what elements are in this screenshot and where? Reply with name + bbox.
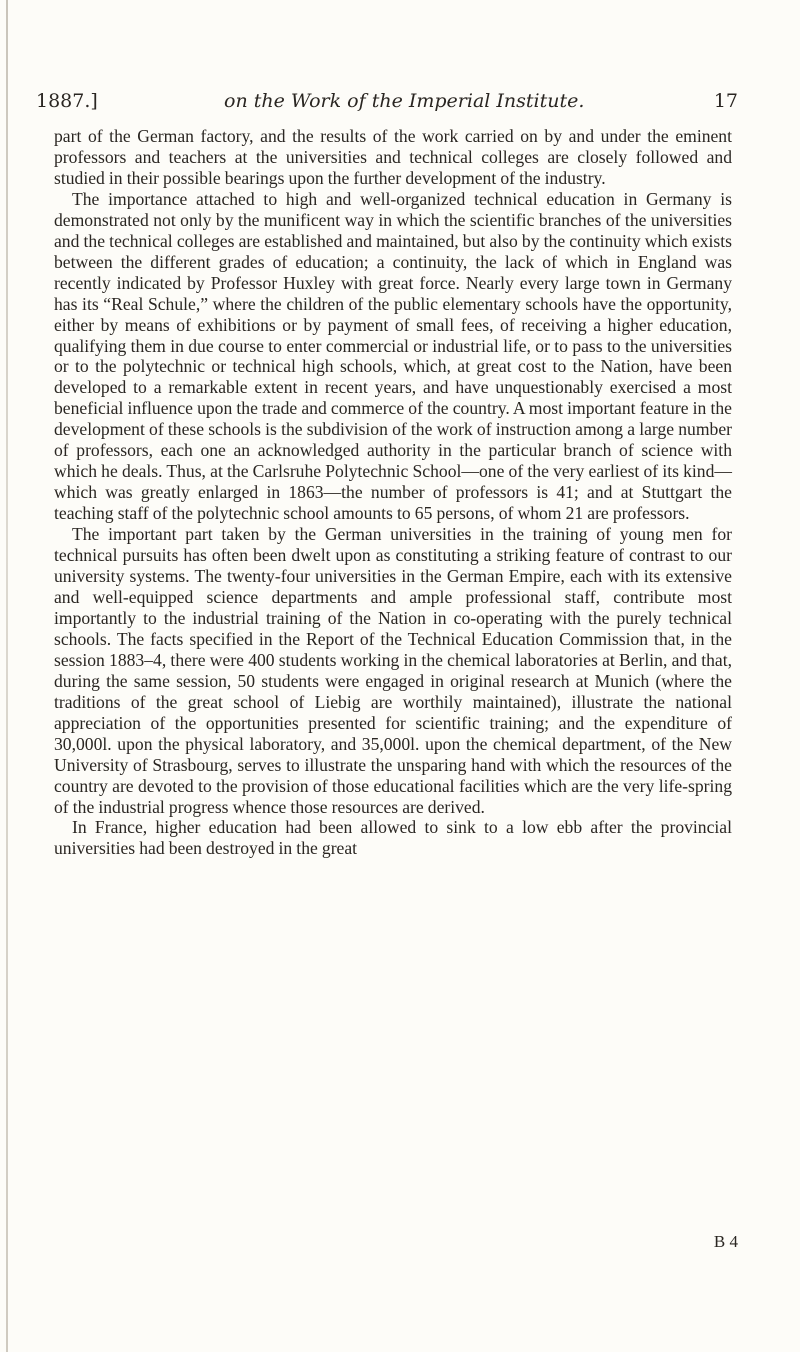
running-header <box>36 90 738 118</box>
header-year: 1887.] <box>36 90 98 112</box>
page-edge <box>6 0 8 1352</box>
running-title: on the Work of the Imperial Institute. <box>224 90 585 112</box>
paragraph-continuation: part of the German factory, and the results of the work carried on by and under the eminent professors and teachers at the universities and technical colleges are closely followed and studied in their possible bearings upon the further development of the industry. <box>54 126 732 188</box>
paragraph-france: In France, higher education had been allowed to sink to a low ebb after the provincial universities had been destroyed in the great <box>54 817 732 859</box>
signature-mark: B 4 <box>713 1232 738 1251</box>
body-text <box>54 126 732 859</box>
paragraph-universities: The important part taken by the German universities in the training of young men for technical pursuits has often been dwelt upon as constituting a striking feature of contrast to our university systems. The twenty-four universities in the German Empire, each with its extensive and well-equipped science departments and ample professional staff, contribute most importantly to the industrial training of the Nation in co-operating with the purely technical schools. The facts specified in the Report of the Technical Education Commission that, in the session 1883–4, there were 400 students working in the chemical laboratories at Berlin, and that, during the same session, 50 students were engaged in original research at Munich (where the traditions of the great school of Liebig are worthily maintained), illustrate the national appreciation of the opportunities presented for scientific training; and the expenditure of 30,000l. upon the physical laboratory, and 35,000l. upon the chemical department, of the New University of Strasbourg, serves to illustrate the unsparing hand with which the resources of the country are devoted to the provision of those educational facilities which are the very life-spring of the industrial progress whence those resources are derived. <box>54 524 732 817</box>
page-number: 17 <box>713 90 738 112</box>
paragraph-technical-education: The importance attached to high and well-organized technical education in Germany is demonstrated not only by the munificent way in which the scientific branches of the universities and the technical colleges are established and maintained, but also by the continuity which exists between the different grades of education; a continuity, the lack of which in England was recently indicated by Professor Huxley with great force. Nearly every large town in Germany has its “Real Schule,” where the children of the public elementary schools have the opportunity, either by means of exhibitions or by payment of small fees, of receiving a higher education, qualifying them in due course to enter commercial or industrial life, or to pass to the universities or to the polytechnic or technical high schools, which, at great cost to the Nation, have been developed to a remarkable extent in recent years, and have unquestionably exercised a most beneficial influence upon the trade and commerce of the country. A most important feature in the development of these schools is the subdivision of the work of instruction among a large number of professors, each one an acknowledged authority in the particular branch of science with which he deals. Thus, at the Carlsruhe Polytechnic School—one of the very earliest of its kind—which was greatly enlarged in 1863—the number of professors is 41; and at Stuttgart the teaching staff of the polytechnic school amounts to 65 persons, of whom 21 are professors. <box>54 188 732 524</box>
